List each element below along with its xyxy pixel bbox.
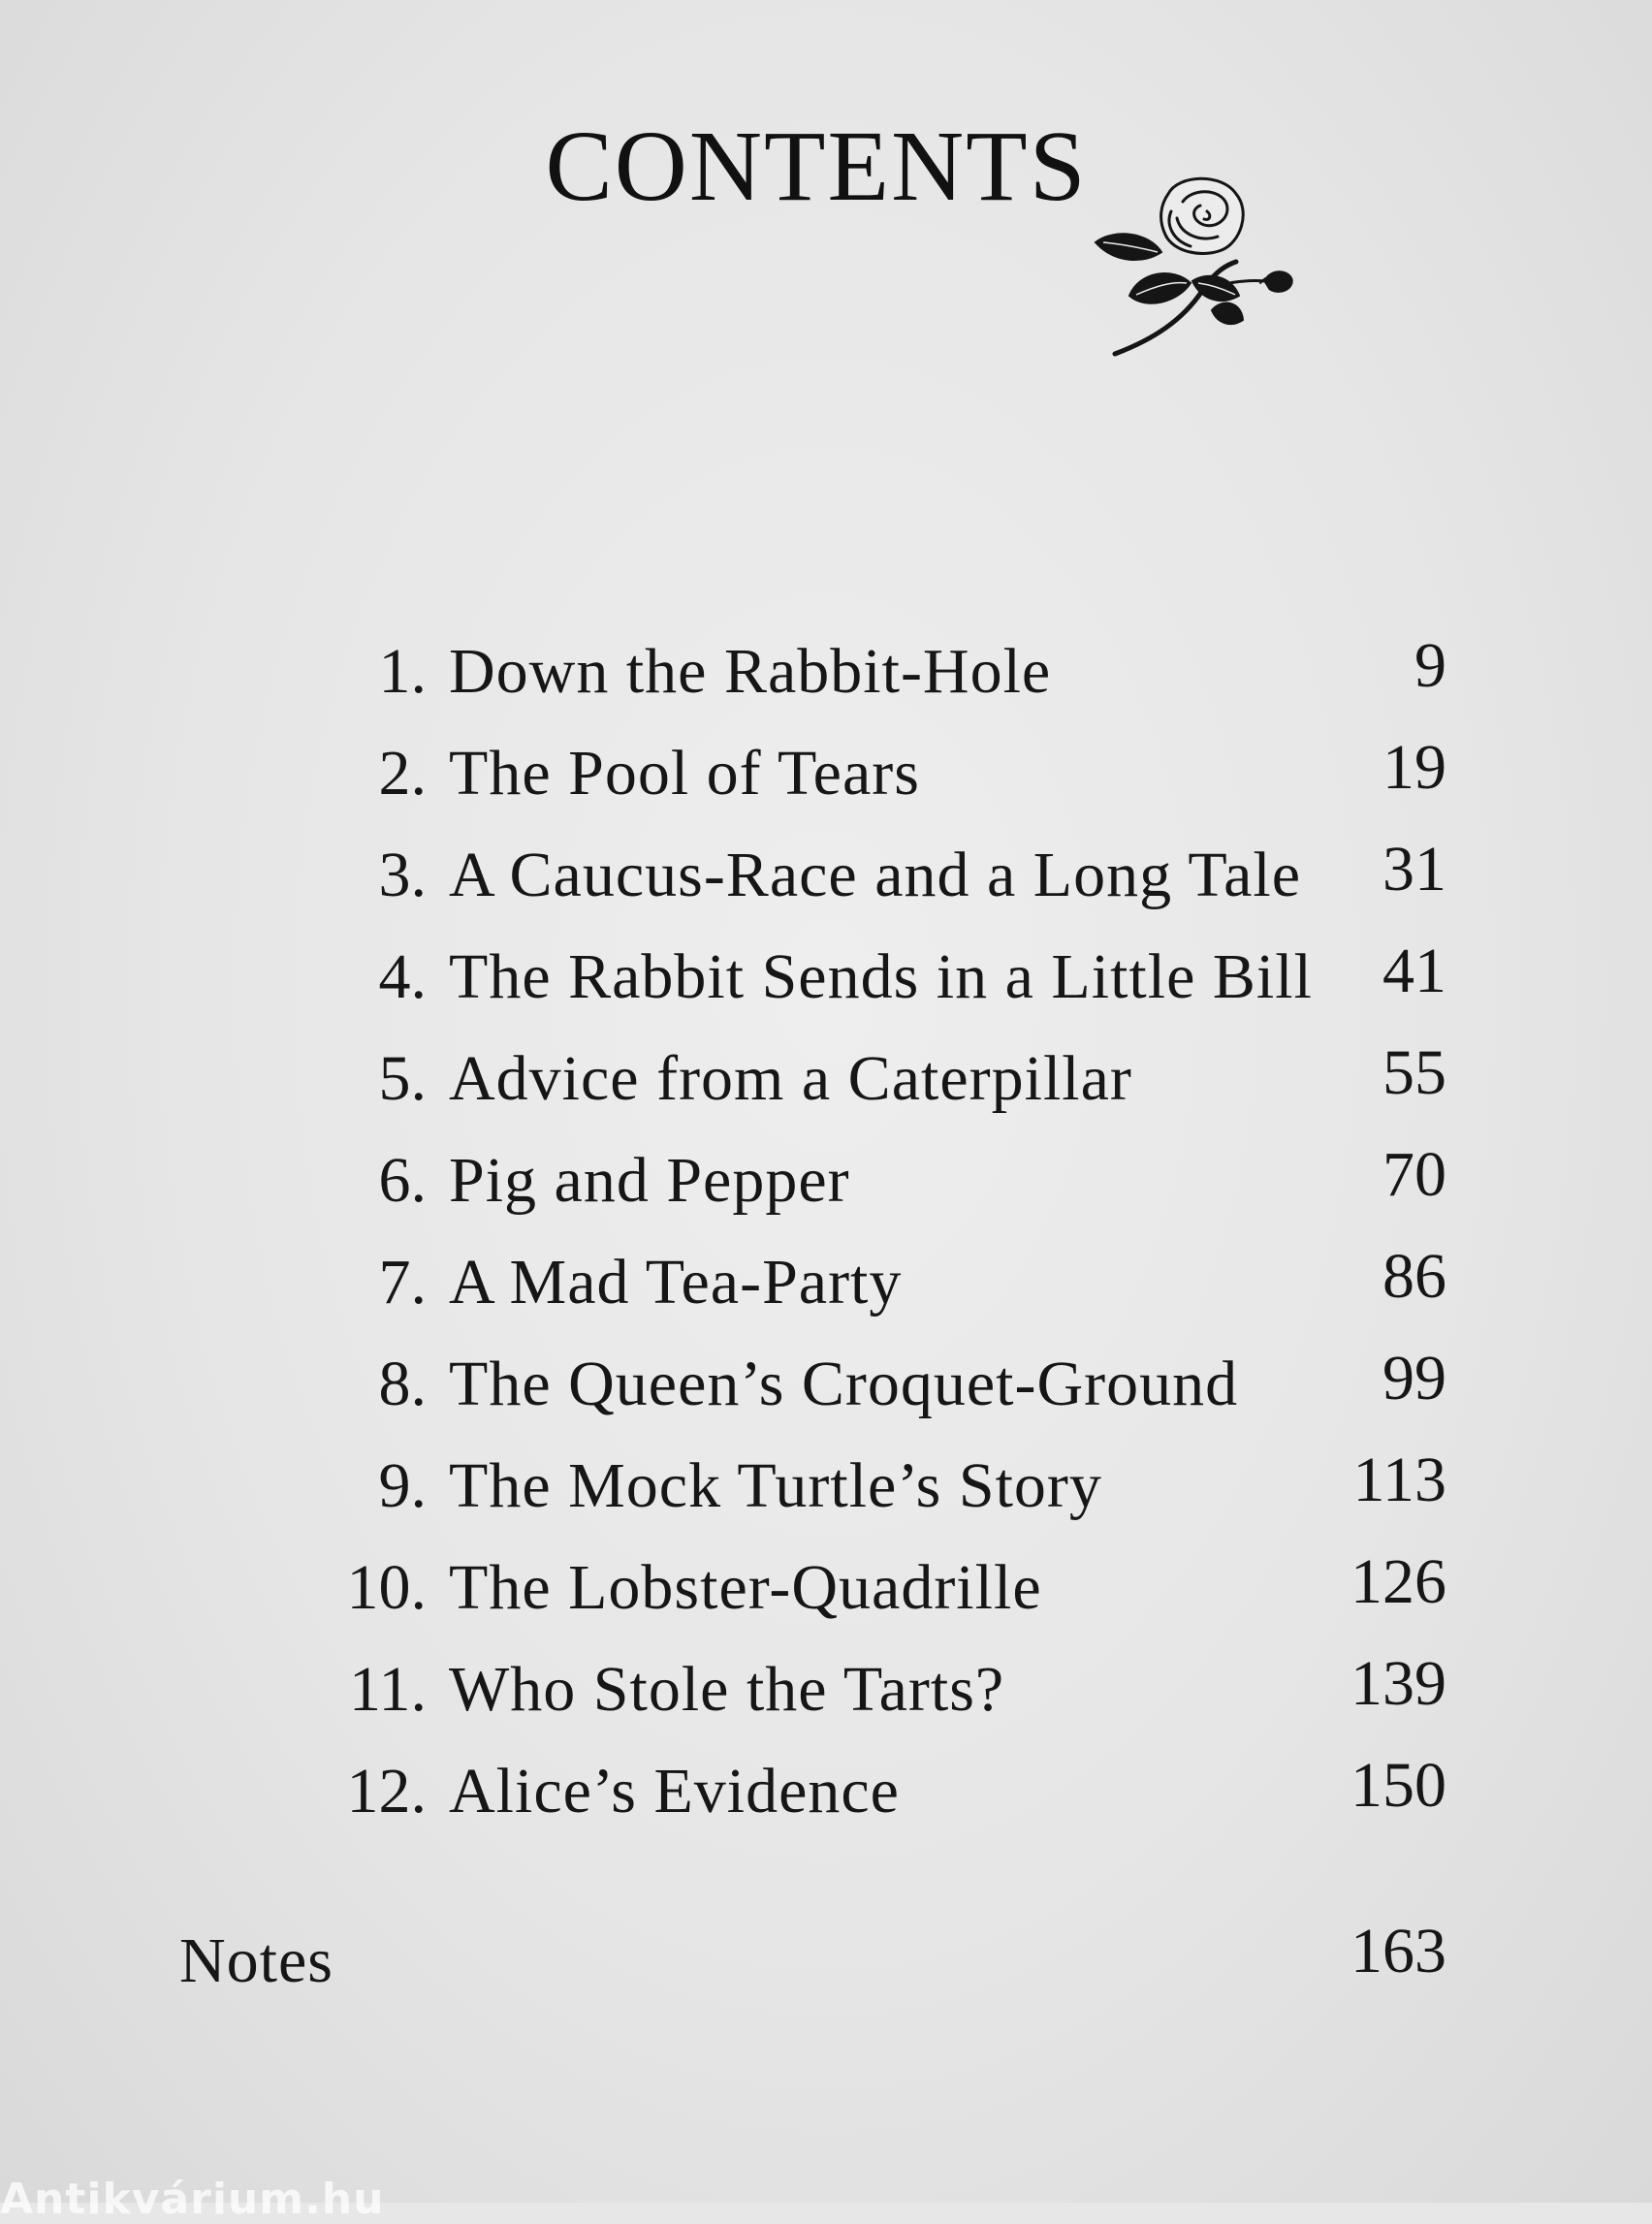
chapter-number: 2. [378, 738, 427, 809]
toc-entry-notes[interactable] [175, 1910, 1474, 2012]
chapter-number: 12. [346, 1756, 427, 1827]
notes-title: Notes [179, 1925, 334, 1996]
toc-entry[interactable] [175, 926, 1474, 1028]
toc-entry[interactable] [175, 824, 1474, 926]
chapter-title: Who Stole the Tarts? [449, 1654, 1005, 1725]
chapter-page: 113 [1352, 1445, 1446, 1515]
chapter-title: Pig and Pepper [449, 1145, 850, 1216]
chapter-title: The Lobster-Quadrille [449, 1552, 1042, 1623]
toc-entry[interactable] [175, 1638, 1474, 1740]
watermark: Antikvárium.hu [0, 2175, 385, 2224]
chapter-title: A Mad Tea-Party [449, 1247, 903, 1318]
rose-icon [1076, 175, 1299, 368]
chapter-title: The Pool of Tears [449, 738, 920, 809]
chapter-page: 19 [1382, 732, 1446, 803]
chapter-page: 139 [1350, 1648, 1446, 1719]
chapter-number: 11. [348, 1654, 427, 1725]
chapter-page: 86 [1382, 1241, 1446, 1312]
toc-entry[interactable] [175, 1333, 1474, 1435]
chapter-number: 6. [378, 1145, 427, 1216]
toc-entry[interactable] [175, 1740, 1474, 1842]
chapter-title: Advice from a Caterpillar [449, 1043, 1132, 1114]
toc-entry[interactable] [175, 620, 1474, 722]
notes-page: 163 [1350, 1916, 1446, 1986]
chapter-number: 4. [378, 941, 427, 1012]
chapter-title: The Mock Turtle’s Story [449, 1450, 1102, 1521]
chapter-number: 1. [378, 636, 427, 707]
chapter-page: 99 [1382, 1343, 1446, 1414]
chapter-page: 126 [1350, 1546, 1446, 1617]
toc-entry[interactable] [175, 1129, 1474, 1231]
chapter-title: The Rabbit Sends in a Little Bill [449, 941, 1313, 1012]
chapter-page: 41 [1382, 936, 1446, 1006]
chapter-title: A Caucus-Race and a Long Tale [449, 840, 1302, 910]
chapter-title: Alice’s Evidence [449, 1756, 900, 1827]
chapter-number: 7. [378, 1247, 427, 1318]
chapter-page: 150 [1350, 1750, 1446, 1821]
chapter-number: 5. [378, 1043, 427, 1114]
toc-entry[interactable] [175, 722, 1474, 824]
chapter-page: 9 [1414, 630, 1446, 701]
chapter-title: Down the Rabbit-Hole [449, 636, 1052, 707]
table-of-contents [175, 620, 1474, 1842]
toc-entry[interactable] [175, 1028, 1474, 1129]
chapter-number: 3. [378, 840, 427, 910]
chapter-number: 10. [346, 1552, 427, 1623]
toc-entry[interactable] [175, 1537, 1474, 1638]
chapter-number: 9. [378, 1450, 427, 1521]
chapter-page: 70 [1382, 1139, 1446, 1210]
page-title: CONTENTS [545, 111, 1088, 222]
chapter-page: 55 [1382, 1037, 1446, 1108]
toc-entry[interactable] [175, 1231, 1474, 1333]
chapter-title: The Queen’s Croquet-Ground [449, 1349, 1239, 1419]
chapter-page: 31 [1382, 834, 1446, 905]
chapter-number: 8. [378, 1349, 427, 1419]
toc-entry[interactable] [175, 1435, 1474, 1537]
